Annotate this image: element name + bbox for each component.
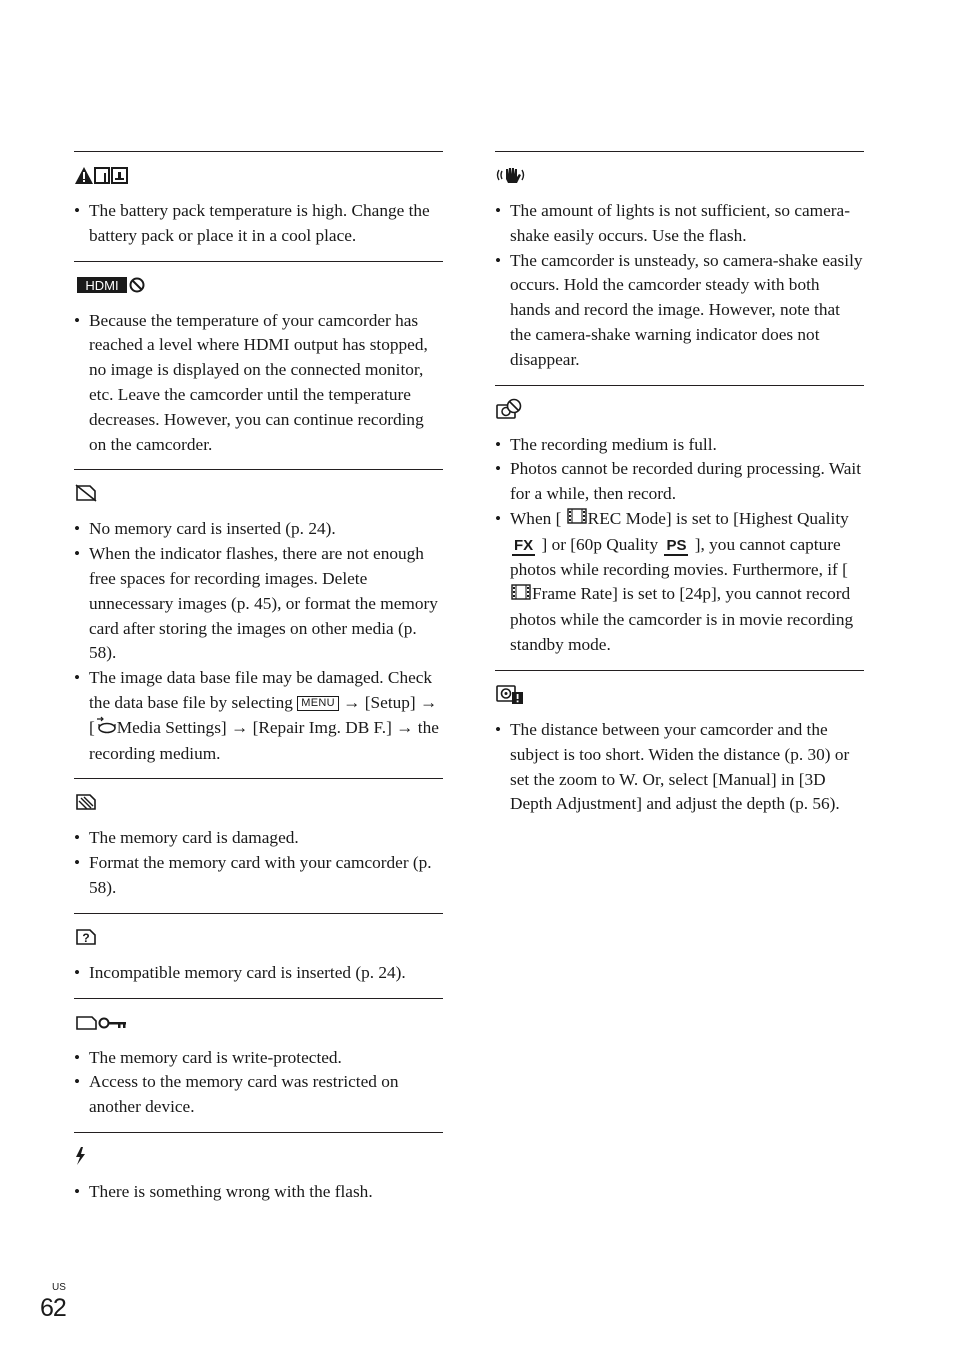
list-item: • The memory card is damaged.: [74, 826, 443, 851]
write-protected-card-icon: [74, 1009, 443, 1035]
damaged-card-section: [74, 778, 443, 912]
list-item: • No memory card is inserted (p. 24).: [74, 517, 443, 542]
damaged-memory-card-icon: [74, 789, 443, 815]
3d-distance-section: [495, 670, 864, 829]
fx-quality-icon: FX: [514, 536, 534, 554]
flash-warning-icon: [74, 1143, 443, 1169]
list-item: • When the indicator flashes, there are not enough free spaces for recording images. Delete unnecessary images (p. 45), or format the memory card after storing the images on other media (p. 58).: [74, 542, 443, 666]
list-item: • Access to the memory card was restricted on another device.: [74, 1070, 443, 1120]
photo-recording-disabled-icon: [495, 396, 864, 422]
hdmi-section: [74, 261, 443, 470]
region-label: US: [52, 1282, 66, 1293]
ps-quality-icon: PS: [666, 536, 687, 554]
right-column: [495, 151, 864, 829]
list-item: • The memory card is write-protected.: [74, 1046, 443, 1071]
battery-temperature-warning-icon: [74, 162, 443, 188]
page-number: 62: [40, 1294, 66, 1322]
write-protected-section: [74, 998, 443, 1132]
list-item: • Photos cannot be recorded during processing. Wait for a while, then record.: [495, 457, 864, 507]
battery-temp-section: [74, 151, 443, 261]
svg-text:?: ?: [82, 930, 90, 945]
movie-film-icon: [566, 507, 588, 533]
list-item: • The amount of lights is not sufficient, so camera-shake easily occurs. Use the flash.: [495, 199, 864, 249]
incompatible-memory-card-icon: [74, 924, 443, 950]
movie-film-icon: [510, 583, 532, 609]
menu-button-icon: MENU: [297, 696, 339, 711]
no-memory-card-section: [74, 469, 443, 778]
list-item: • The image data base file may be damaged. Check the data base file by selecting MENU → [Setup] → [ Media Settings] → [Repair Img. DB F.] → the recording medium.: [74, 666, 443, 766]
page-footer: [40, 1282, 66, 1322]
list-item: • Because the temperature of your camcorder has reached a level where HDMI output has stopped, no image is displayed on the connected monitor, etc. Leave the camcorder until the temperature decreases. However, you can continue recording on the camcorder.: [74, 309, 443, 458]
list-item: • The distance between your camcorder and the subject is too short. Widen the distance (p. 30) or set the zoom to W. Or, select [Manual] in [3D Depth Adjustment] and adjust the depth (p. 56).: [495, 718, 864, 817]
3d-distance-warning-icon: [495, 681, 864, 707]
camera-shake-warning-icon: [495, 162, 864, 188]
list-item: • The recording medium is full.: [495, 433, 864, 458]
media-settings-icon: [95, 716, 117, 742]
svg-text:HDMI: HDMI: [85, 277, 119, 293]
list-item: • The battery pack temperature is high. Change the battery pack or place it in a cool place.: [74, 199, 443, 249]
list-item: • Format the memory card with your camcorder (p. 58).: [74, 851, 443, 901]
flash-section: [74, 1132, 443, 1217]
list-item: • Incompatible memory card is inserted (p. 24).: [74, 961, 443, 986]
incompatible-card-section: [74, 913, 443, 998]
camera-shake-section: [495, 151, 864, 385]
left-column: [74, 151, 443, 1217]
list-item: • The camcorder is unsteady, so camera-shake easily occurs. Hold the camcorder steady with both hands and record the image. However, note that the camera-shake warning indicator does not disappear.: [495, 249, 864, 373]
hdmi-output-stopped-icon: [74, 272, 443, 298]
photo-recording-section: [495, 385, 864, 670]
list-item: • There is something wrong with the flash.: [74, 1180, 443, 1205]
no-memory-card-icon: [74, 480, 443, 506]
list-item: • When [ REC Mode] is set to [Highest Quality FX ] or [60p Quality PS ], you cannot capture photos while recording movies. Furthermore, if [ Frame Rate] is set to [24p], you cannot record photos while the camcorder is in movie recording standby mode.: [495, 507, 864, 658]
